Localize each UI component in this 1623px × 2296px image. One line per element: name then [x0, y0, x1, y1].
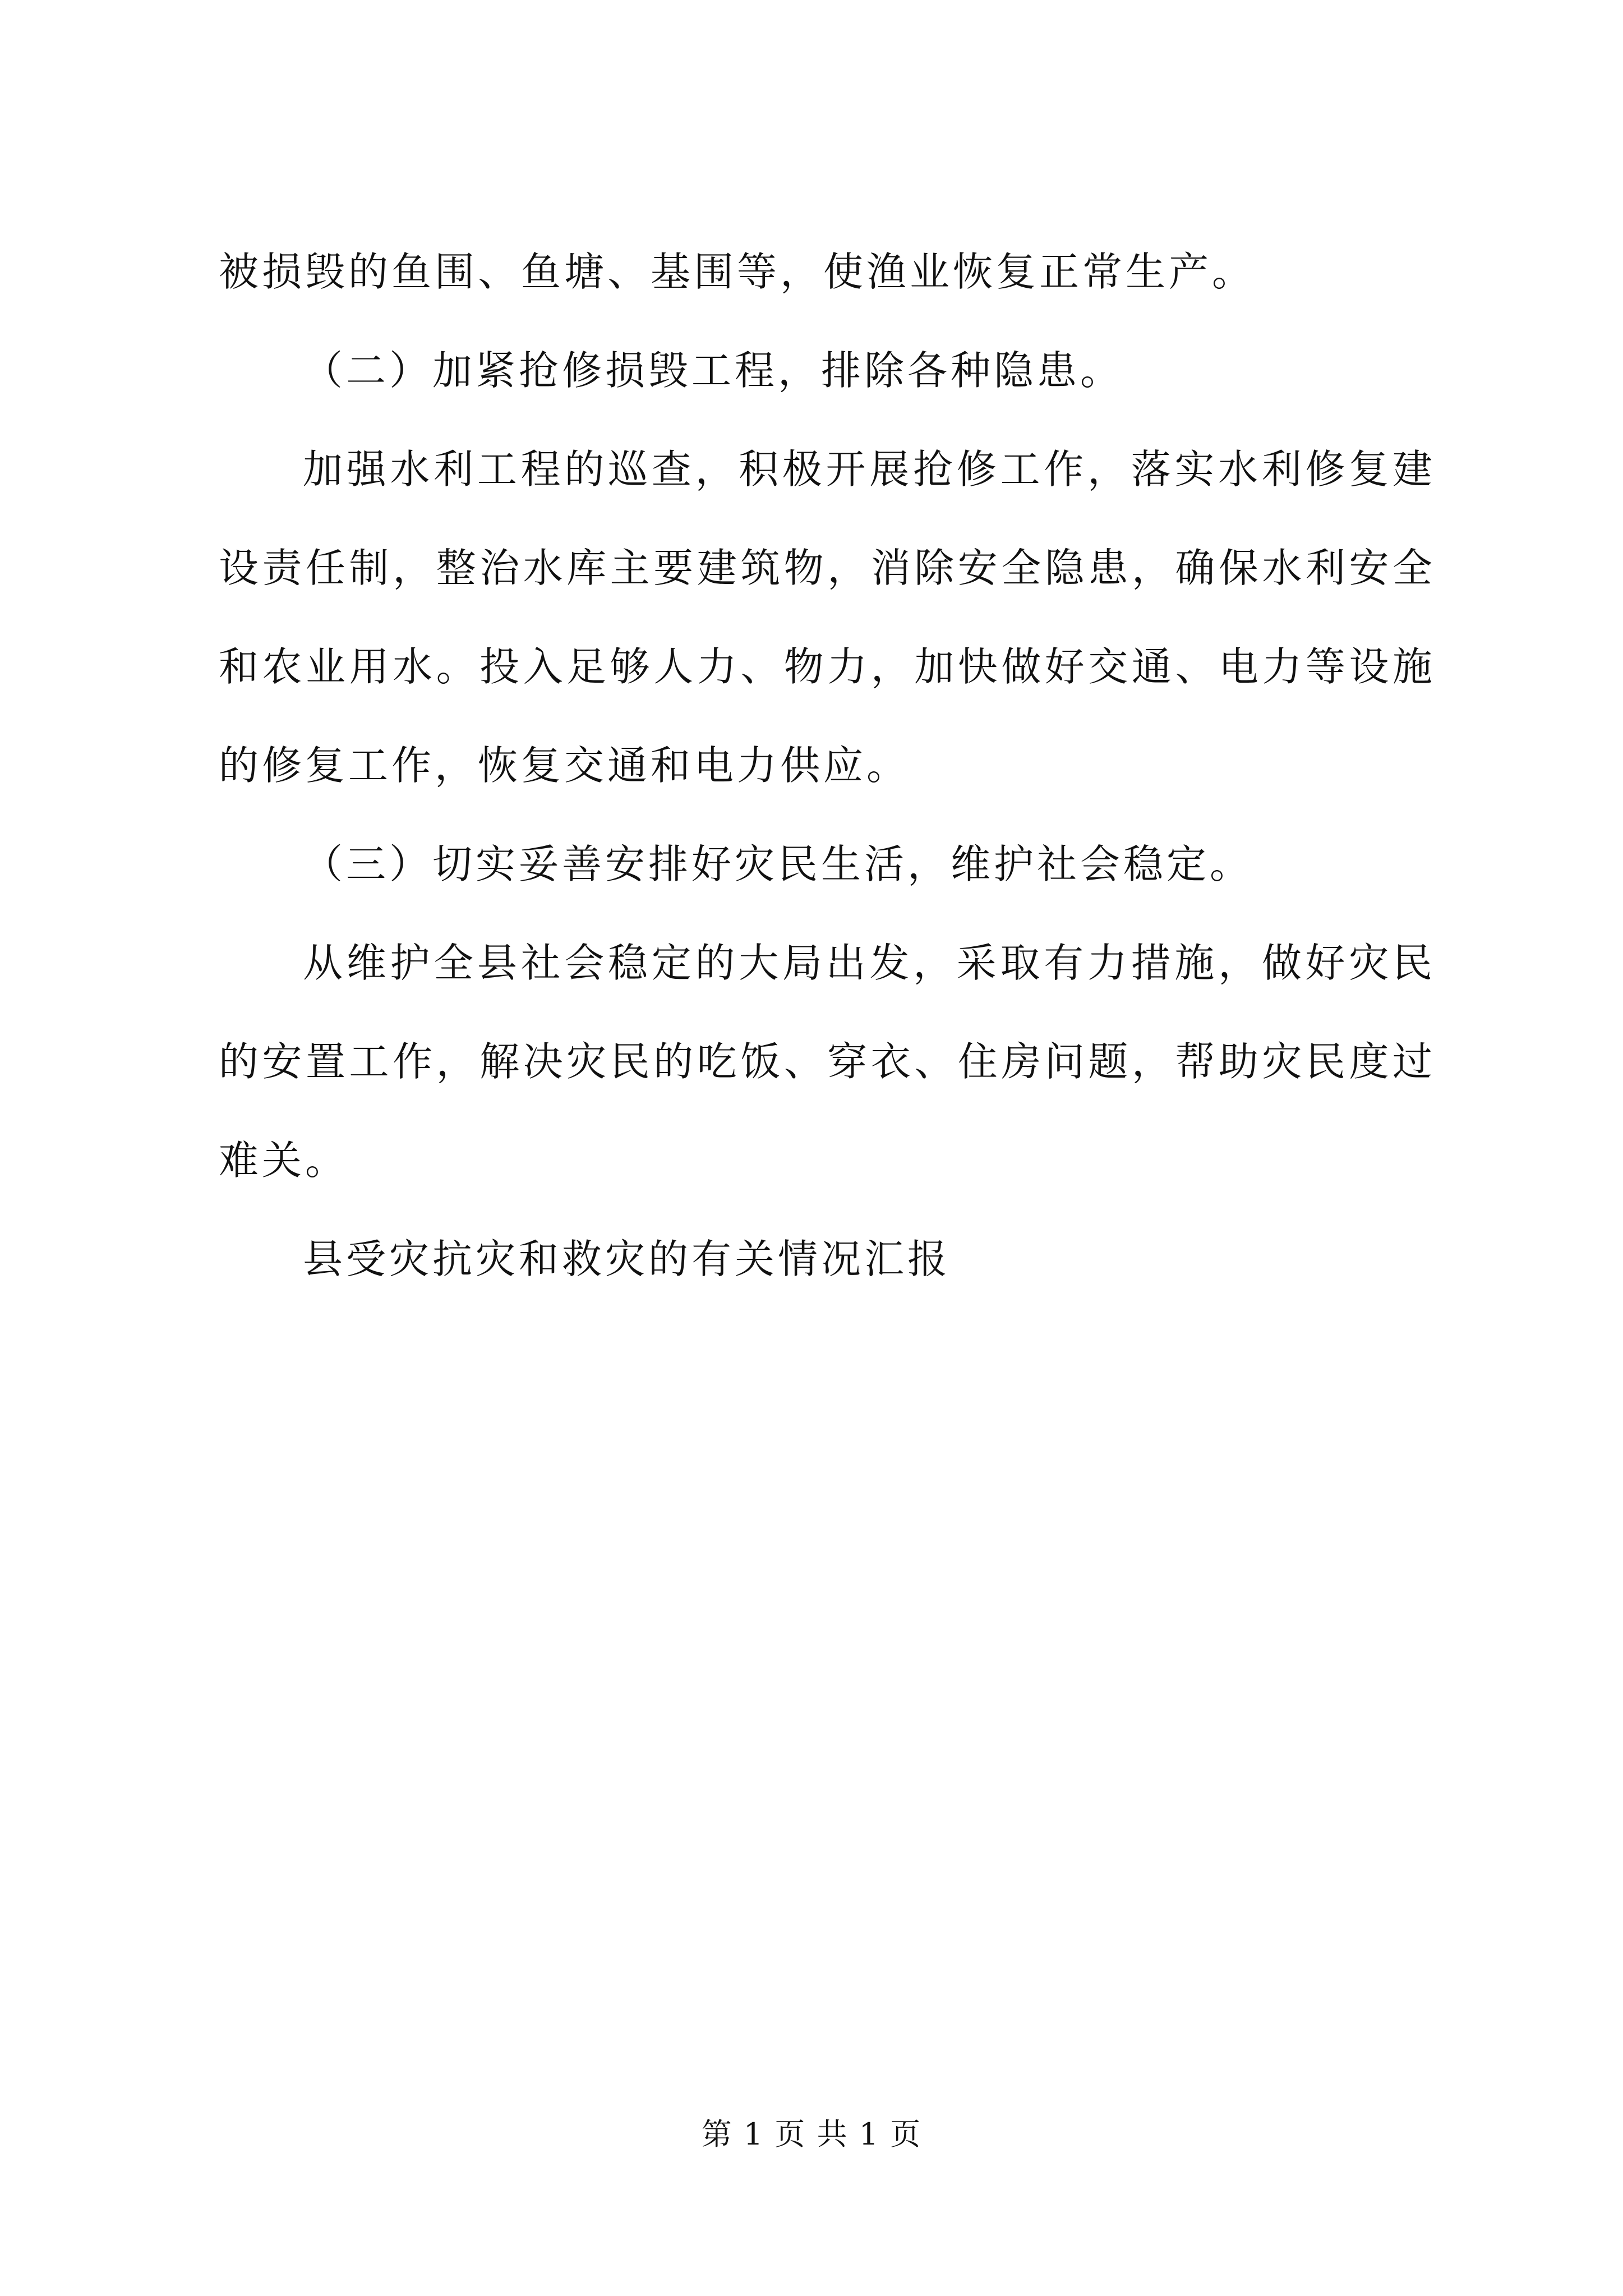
body-line: 难关。 [219, 1137, 349, 1184]
section-heading: （二）加紧抢修损毁工程，排除各种隐患。 [303, 347, 1124, 394]
body-line: 的安置工作，解决灾民的吃饭、穿衣、住房问题，帮助灾民度过 [219, 1038, 1436, 1085]
paragraph-first-line: 加强水利工程的巡查，积极开展抢修工作，落实水利修复建 [303, 446, 1436, 493]
body-line: 和农业用水。投入足够人力、物力，加快做好交通、电力等设施 [219, 643, 1436, 690]
page-number: 第 1 页 共 1 页 [701, 2116, 922, 2152]
section-heading: （三）切实妥善安排好灾民生活，维护社会稳定。 [303, 841, 1253, 887]
body-line: 设责任制，整治水库主要建筑物，消除安全隐患，确保水利安全 [219, 545, 1436, 591]
document-title-line: 县受灾抗灾和救灾的有关情况汇报 [303, 1236, 951, 1282]
body-line: 的修复工作，恢复交通和电力供应。 [219, 742, 910, 789]
paragraph-first-line: 从维护全县社会稳定的大局出发，采取有力措施，做好灾民 [303, 940, 1436, 986]
body-line: 被损毁的鱼围、鱼塘、基围等，使渔业恢复正常生产。 [219, 249, 1256, 295]
